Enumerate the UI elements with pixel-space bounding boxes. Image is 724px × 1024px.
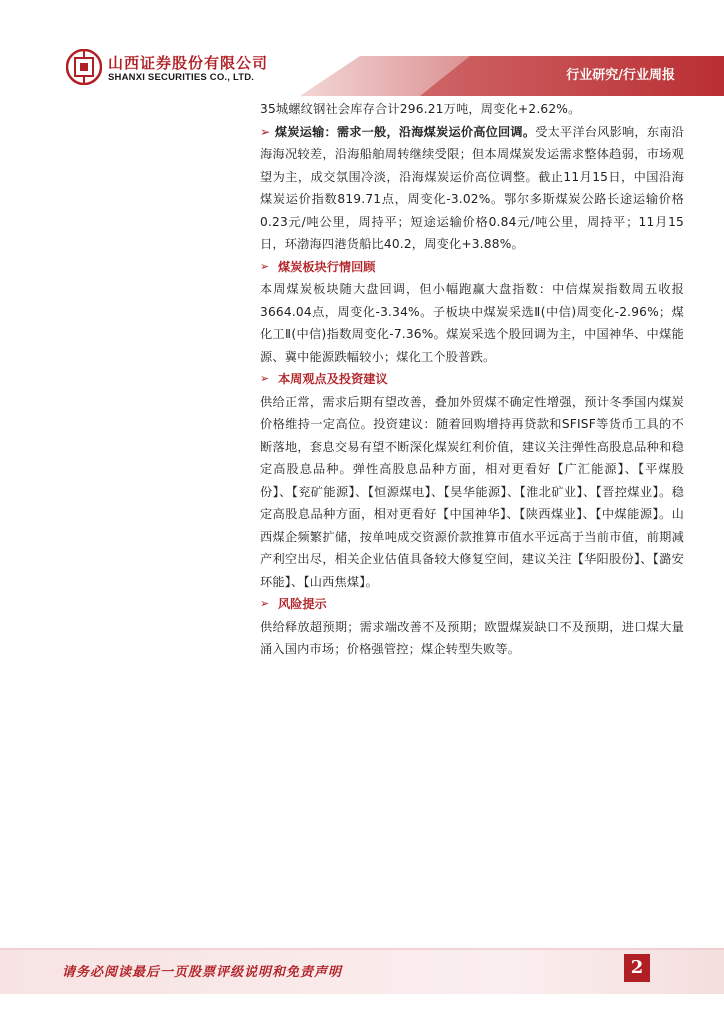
coal-transport-heading: 煤炭运输：需求一般，沿海煤炭运价高位回调。	[274, 124, 536, 139]
coal-transport-text: 受太平洋台风影响，东南沿海海况较差，沿海船舶周转继续受限；但本周煤炭发运需求整体趋弱，市场观望为主，成交氛围冷淡，沿海煤炭运价高位调整。截止11月15日，中国沿海煤炭运价指数819.71点，周变化-3.02%。鄂尔多斯煤炭公路长途运输价格0.23元/吨公里，周持平；短途运输价格0.84元/吨公里，周持平；11月15日，环渤海四港货船比40.2，周变化+3.88%。	[260, 124, 684, 251]
section-heading-risk	[260, 593, 684, 616]
page-number: 2	[624, 954, 650, 982]
section-heading-market	[260, 256, 684, 279]
company-name-cn: 山西证券股份有限公司	[108, 54, 269, 72]
section-title: 风险提示	[278, 597, 327, 611]
page-footer	[0, 948, 724, 994]
arrow-bullet-icon: ➢	[260, 372, 270, 385]
company-name-en: SHANXI SECURITIES CO., LTD.	[108, 72, 255, 83]
disclaimer-link[interactable]: 请务必阅读最后一页股票评级说明和免责声明	[62, 965, 343, 980]
arrow-bullet-icon: ➢	[260, 124, 275, 139]
arrow-bullet-icon: ➢	[260, 259, 270, 273]
report-body	[260, 98, 684, 661]
page-header	[0, 0, 724, 100]
paragraph-market-review: 本周煤炭板块随大盘回调，但小幅跑赢大盘指数：中信煤炭指数周五收报3664.04点，周变化-3.34%。子板块中煤炭采选Ⅱ(中信)周变化-2.96%；煤化工Ⅱ(中信)指数周变化-7.36%。煤炭采选个股回调为主，中国神华、中煤能源、冀中能源跌幅较小；煤化工个股普跌。	[260, 282, 684, 364]
section-title: 本周观点及投资建议	[278, 372, 388, 386]
seal-logo-icon	[66, 49, 102, 85]
paragraph-investment-advice: 供给正常，需求后期有望改善，叠加外贸煤不确定性增强，预计冬季国内煤炭价格维持一定高位。投资建议：随着回购增持再贷款和SFISF等货币工具的不断落地，套息交易有望不断深化煤炭红利价值，建议关注弹性高股息品种和稳定高股息品种。弹性高股息品种方面，相对更看好【广汇能源】、【平煤股份】、【兖矿能源】、【恒源煤电】、【昊华能源】、【淮北矿业】、【晋控煤业】。稳定高股息品种方面，相对更看好【中国神华】、【陕西煤业】、【中煤能源】。山西煤企频繁扩储，按单吨成交资源价款推算市值水平远高于当前市值，前期减产利空出尽，相关企业估值具备较大修复空间，建议关注【华阳股份】、【潞安环能】、【山西焦煤】。	[260, 394, 684, 589]
paragraph-coal-transport	[260, 121, 684, 256]
section-title: 煤炭板块行情回顾	[278, 259, 376, 274]
report-category: 行业研究/行业周报	[566, 68, 675, 83]
paragraph-risk: 供给释放超预期；需求端改善不及预期；欧盟煤炭缺口不及预期，进口煤大量涌入国内市场；价格强管控；煤企转型失败等。	[260, 619, 684, 656]
paragraph-lead: 35城螺纹钢社会库存合计296.21万吨，周变化+2.62%。	[260, 102, 581, 116]
arrow-bullet-icon: ➢	[260, 597, 270, 610]
section-heading-views	[260, 368, 684, 391]
